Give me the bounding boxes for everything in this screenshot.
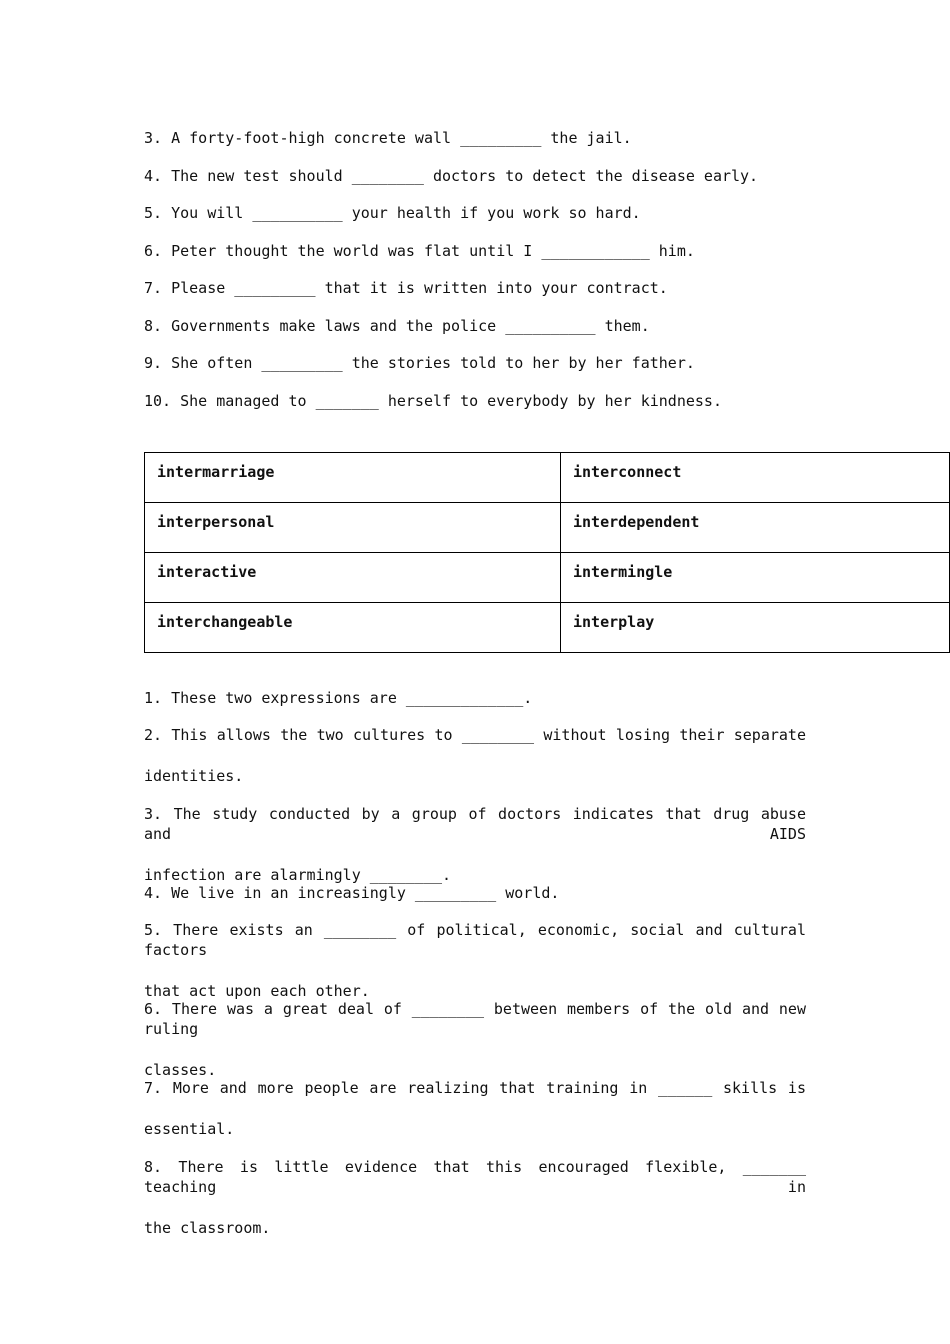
table-row [145, 553, 950, 603]
sentence-line: 6. There was a great deal of ________ between members of the old and new ruling [144, 1000, 806, 1038]
word-bank-table [144, 452, 950, 653]
table-cell: interdependent [561, 503, 950, 553]
sentence-line: 7. More and more people are realizing that training in ______ skills is [144, 1079, 806, 1097]
sentence-line: classes. [144, 1061, 217, 1079]
sentence-line: essential. [144, 1120, 235, 1138]
table-cell: intermarriage [145, 453, 561, 503]
sentence-a-4: 4. The new test should ________ doctors to detect the disease early. [144, 167, 759, 185]
table-row [145, 503, 950, 553]
table-cell: interconnect [561, 453, 950, 503]
table-cell: interchangeable [145, 603, 561, 653]
sentence-a-5: 5. You will __________ your health if you work so hard. [144, 204, 641, 222]
sentence-line: 2. This allows the two cultures to ________ without losing their separate [144, 726, 806, 744]
table-cell: interactive [145, 553, 561, 603]
sentence-b-8 [144, 1157, 806, 1238]
sentence-b-1: 1. These two expressions are _____________. [144, 689, 533, 707]
sentence-b-5 [144, 920, 806, 1001]
sentence-line: 3. The study conducted by a group of doctors indicates that drug abuse and AIDS [144, 805, 806, 843]
sentence-line: 8. There is little evidence that this encouraged flexible, _______ teaching in [144, 1158, 806, 1196]
sentence-line: that act upon each other. [144, 982, 370, 1000]
table-cell: interplay [561, 603, 950, 653]
sentence-a-6: 6. Peter thought the world was flat until I ____________ him. [144, 242, 695, 260]
sentence-b-2 [144, 725, 806, 786]
sentence-a-9: 9. She often _________ the stories told to her by her father. [144, 354, 695, 372]
sentence-a-10: 10. She managed to _______ herself to everybody by her kindness. [144, 392, 722, 410]
sentence-b-4: 4. We live in an increasingly _________ world. [144, 884, 560, 902]
sentence-a-8: 8. Governments make laws and the police __________ them. [144, 317, 650, 335]
sentence-b-3 [144, 804, 806, 885]
table-cell: interpersonal [145, 503, 561, 553]
sentence-b-6 [144, 999, 806, 1080]
table-row [145, 453, 950, 503]
sentence-a-3: 3. A forty-foot-high concrete wall _________ the jail. [144, 129, 632, 147]
sentence-line: 5. There exists an ________ of political, economic, social and cultural factors [144, 921, 806, 959]
table-row [145, 603, 950, 653]
sentence-line: identities. [144, 767, 244, 785]
sentence-b-7 [144, 1078, 806, 1139]
sentence-line: infection are alarmingly ________. [144, 866, 452, 884]
sentence-line: the classroom. [144, 1219, 271, 1237]
table-cell: intermingle [561, 553, 950, 603]
sentence-a-7: 7. Please _________ that it is written into your contract. [144, 279, 668, 297]
